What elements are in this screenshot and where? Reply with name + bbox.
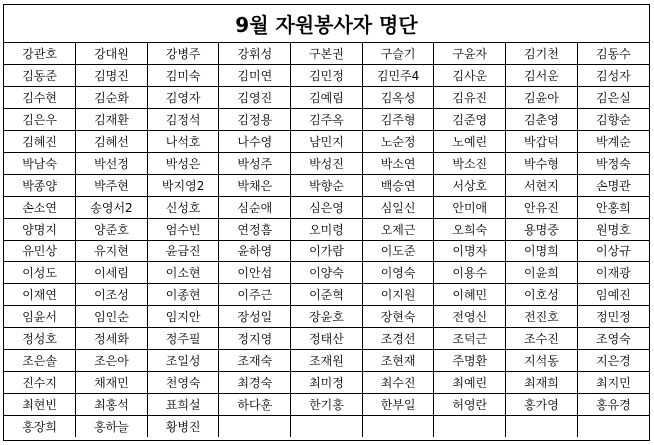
name-cell[interactable]: 용명중 [506, 218, 578, 240]
name-cell[interactable]: 박성은 [147, 152, 219, 174]
name-cell[interactable]: 장성일 [219, 306, 291, 328]
name-cell[interactable]: 김재환 [76, 109, 148, 131]
name-cell[interactable]: 김옥성 [362, 87, 434, 109]
name-cell[interactable]: 홍가영 [506, 393, 578, 415]
name-cell[interactable]: 조재숙 [219, 349, 291, 371]
name-cell[interactable]: 이호성 [506, 284, 578, 306]
table-row [4, 109, 649, 131]
name-cell[interactable]: 오희숙 [434, 218, 506, 240]
name-cell[interactable]: 정세화 [76, 328, 148, 350]
name-cell[interactable]: 김은실 [577, 87, 649, 109]
name-cell[interactable]: 이양숙 [291, 262, 363, 284]
name-cell[interactable]: 최현빈 [4, 393, 76, 415]
name-cell[interactable]: 조은아 [76, 349, 148, 371]
name-cell[interactable]: 김영진 [219, 87, 291, 109]
name-cell[interactable]: 진수지 [4, 371, 76, 393]
name-cell[interactable]: 박성진 [291, 152, 363, 174]
table-row [4, 174, 649, 196]
name-cell[interactable]: 박정숙 [577, 152, 649, 174]
name-cell[interactable]: 최경숙 [219, 371, 291, 393]
name-cell[interactable]: 김향순 [577, 109, 649, 131]
name-cell[interactable]: 박주현 [76, 174, 148, 196]
name-cell[interactable]: 최재희 [506, 371, 578, 393]
name-cell[interactable]: 채재민 [76, 371, 148, 393]
name-cell[interactable]: 홍하늘 [76, 415, 148, 437]
name-cell[interactable]: 임지안 [147, 306, 219, 328]
name-cell[interactable]: 서상호 [434, 174, 506, 196]
name-cell[interactable]: 엄수빈 [147, 218, 219, 240]
name-cell[interactable]: 김민정 [291, 65, 363, 87]
names-table [4, 43, 649, 437]
name-cell[interactable]: 임인순 [76, 306, 148, 328]
name-cell[interactable]: 최예린 [434, 371, 506, 393]
name-cell[interactable]: 김혜선 [76, 131, 148, 153]
volunteer-list-sheet [3, 4, 650, 441]
name-cell[interactable]: 이준혁 [291, 284, 363, 306]
name-cell[interactable]: 김서운 [506, 65, 578, 87]
name-cell[interactable]: 강관호 [4, 43, 76, 65]
name-cell[interactable]: 박수형 [506, 152, 578, 174]
name-cell[interactable]: 박계순 [577, 131, 649, 153]
name-cell[interactable]: 안유진 [506, 196, 578, 218]
name-cell[interactable]: 백승연 [362, 174, 434, 196]
name-cell[interactable]: 조덕근 [434, 328, 506, 350]
name-cell[interactable]: 김동수 [577, 43, 649, 65]
name-cell[interactable]: 심은영 [291, 196, 363, 218]
name-cell[interactable]: 김유진 [434, 87, 506, 109]
name-cell[interactable]: 연정흠 [219, 218, 291, 240]
name-cell[interactable]: 이도준 [362, 240, 434, 262]
name-cell[interactable]: 양명지 [4, 218, 76, 240]
name-cell[interactable]: 허영란 [434, 393, 506, 415]
name-cell[interactable]: 양준호 [76, 218, 148, 240]
name-cell[interactable]: 이상규 [577, 240, 649, 262]
name-cell[interactable]: 장윤호 [291, 306, 363, 328]
name-cell[interactable] [577, 415, 649, 437]
name-cell[interactable]: 김예림 [291, 87, 363, 109]
name-cell[interactable]: 주명환 [434, 349, 506, 371]
sheet-title: 9월 자원봉사자 명단 [4, 5, 649, 43]
name-cell[interactable]: 김주옥 [291, 109, 363, 131]
table-row [4, 393, 649, 415]
name-cell[interactable]: 박성주 [219, 152, 291, 174]
name-cell[interactable]: 김미숙 [147, 65, 219, 87]
name-cell[interactable]: 심일신 [362, 196, 434, 218]
name-cell[interactable]: 이안섭 [219, 262, 291, 284]
table-row [4, 218, 649, 240]
name-cell[interactable]: 이혜민 [434, 284, 506, 306]
name-cell[interactable]: 하다훈 [219, 393, 291, 415]
names-table-body [4, 43, 649, 437]
name-cell[interactable]: 정지영 [219, 328, 291, 350]
name-cell[interactable]: 윤금진 [147, 240, 219, 262]
name-cell[interactable]: 윤하영 [219, 240, 291, 262]
name-cell[interactable]: 남민지 [291, 131, 363, 153]
name-cell[interactable]: 조현재 [362, 349, 434, 371]
name-cell[interactable]: 안미애 [434, 196, 506, 218]
name-cell[interactable]: 김춘영 [506, 109, 578, 131]
name-cell[interactable]: 이명희 [506, 240, 578, 262]
name-cell[interactable]: 전진호 [506, 306, 578, 328]
table-row [4, 328, 649, 350]
name-cell[interactable]: 박소연 [362, 152, 434, 174]
name-cell[interactable]: 김은우 [4, 109, 76, 131]
name-cell[interactable]: 오미령 [291, 218, 363, 240]
name-cell[interactable]: 이용수 [434, 262, 506, 284]
table-row [4, 371, 649, 393]
name-cell[interactable]: 박남숙 [4, 152, 76, 174]
table-row [4, 284, 649, 306]
name-cell[interactable] [291, 415, 363, 437]
name-cell[interactable] [362, 415, 434, 437]
name-cell[interactable]: 김영자 [147, 87, 219, 109]
name-cell[interactable]: 홍장희 [4, 415, 76, 437]
name-cell[interactable]: 노예린 [434, 131, 506, 153]
name-cell[interactable]: 서현지 [506, 174, 578, 196]
name-cell[interactable]: 이명자 [434, 240, 506, 262]
name-cell[interactable]: 강대원 [76, 43, 148, 65]
name-cell[interactable]: 김기천 [506, 43, 578, 65]
name-cell[interactable]: 유지현 [76, 240, 148, 262]
name-cell[interactable]: 김순화 [76, 87, 148, 109]
name-cell[interactable]: 최지민 [577, 371, 649, 393]
name-cell[interactable]: 이지원 [362, 284, 434, 306]
table-row [4, 87, 649, 109]
name-cell[interactable]: 김정용 [219, 109, 291, 131]
name-cell[interactable]: 이재광 [577, 262, 649, 284]
name-cell[interactable]: 김사운 [434, 65, 506, 87]
name-cell[interactable]: 홍유경 [577, 393, 649, 415]
table-row [4, 262, 649, 284]
name-cell[interactable]: 이소현 [147, 262, 219, 284]
name-cell[interactable]: 김성자 [577, 65, 649, 87]
name-cell[interactable]: 안홍희 [577, 196, 649, 218]
name-cell[interactable]: 정주필 [147, 328, 219, 350]
name-cell[interactable]: 이성도 [4, 262, 76, 284]
name-cell[interactable]: 강휘성 [219, 43, 291, 65]
name-cell[interactable]: 최수진 [362, 371, 434, 393]
name-cell[interactable]: 강병주 [147, 43, 219, 65]
name-cell[interactable]: 이가람 [291, 240, 363, 262]
name-cell[interactable]: 원명호 [577, 218, 649, 240]
name-cell[interactable]: 정민정 [577, 306, 649, 328]
name-cell[interactable]: 천영숙 [147, 371, 219, 393]
table-row [4, 415, 649, 437]
name-cell[interactable]: 황병진 [147, 415, 219, 437]
name-cell[interactable]: 조재원 [291, 349, 363, 371]
table-row [4, 306, 649, 328]
name-cell[interactable]: 송영서2 [76, 196, 148, 218]
name-cell[interactable]: 손명관 [577, 174, 649, 196]
name-cell[interactable]: 이재연 [4, 284, 76, 306]
name-cell[interactable]: 지석동 [506, 349, 578, 371]
name-cell[interactable]: 김정석 [147, 109, 219, 131]
name-cell[interactable]: 전영신 [434, 306, 506, 328]
name-cell[interactable]: 조수진 [506, 328, 578, 350]
name-cell[interactable]: 박지영2 [147, 174, 219, 196]
name-cell[interactable]: 구윤자 [434, 43, 506, 65]
name-cell[interactable]: 이종현 [147, 284, 219, 306]
name-cell[interactable]: 이영숙 [362, 262, 434, 284]
name-cell[interactable]: 최미정 [291, 371, 363, 393]
table-row [4, 240, 649, 262]
name-cell[interactable] [434, 415, 506, 437]
name-cell[interactable]: 조은솔 [4, 349, 76, 371]
name-cell[interactable]: 조영숙 [577, 328, 649, 350]
table-row [4, 152, 649, 174]
table-row [4, 131, 649, 153]
name-cell[interactable]: 최홍석 [76, 393, 148, 415]
table-row [4, 43, 649, 65]
name-cell[interactable]: 이주근 [219, 284, 291, 306]
name-cell[interactable]: 박소진 [434, 152, 506, 174]
name-cell[interactable] [506, 415, 578, 437]
name-cell[interactable]: 임윤서 [4, 306, 76, 328]
table-row [4, 196, 649, 218]
name-cell[interactable]: 박종양 [4, 174, 76, 196]
name-cell[interactable]: 김미연 [219, 65, 291, 87]
name-cell[interactable]: 손소연 [4, 196, 76, 218]
name-cell[interactable]: 유민상 [4, 240, 76, 262]
name-cell[interactable]: 노순정 [362, 131, 434, 153]
name-cell[interactable]: 김수현 [4, 87, 76, 109]
name-cell[interactable]: 한기홍 [291, 393, 363, 415]
name-cell[interactable]: 정태산 [291, 328, 363, 350]
name-cell[interactable]: 지은경 [577, 349, 649, 371]
name-cell[interactable]: 한부일 [362, 393, 434, 415]
name-cell[interactable]: 조일성 [147, 349, 219, 371]
name-cell[interactable]: 김동준 [4, 65, 76, 87]
name-cell[interactable]: 김윤아 [506, 87, 578, 109]
table-row [4, 65, 649, 87]
name-cell[interactable]: 이조성 [76, 284, 148, 306]
name-cell[interactable]: 박갑덕 [506, 131, 578, 153]
name-cell[interactable]: 박향순 [291, 174, 363, 196]
name-cell[interactable]: 김혜진 [4, 131, 76, 153]
name-cell[interactable]: 나석호 [147, 131, 219, 153]
name-cell[interactable]: 임예진 [577, 284, 649, 306]
name-cell[interactable]: 조경선 [362, 328, 434, 350]
name-cell[interactable]: 구본권 [291, 43, 363, 65]
name-cell[interactable]: 표희설 [147, 393, 219, 415]
name-cell[interactable]: 김명진 [76, 65, 148, 87]
name-cell[interactable]: 정성호 [4, 328, 76, 350]
name-cell[interactable]: 이세림 [76, 262, 148, 284]
name-cell[interactable] [219, 415, 291, 437]
name-cell[interactable]: 김준영 [434, 109, 506, 131]
name-cell[interactable]: 신성호 [147, 196, 219, 218]
name-cell[interactable]: 나수영 [219, 131, 291, 153]
name-cell[interactable]: 박채은 [219, 174, 291, 196]
name-cell[interactable]: 장현숙 [362, 306, 434, 328]
name-cell[interactable]: 구슬기 [362, 43, 434, 65]
name-cell[interactable]: 김주형 [362, 109, 434, 131]
name-cell[interactable]: 김민주4 [362, 65, 434, 87]
name-cell[interactable]: 오제근 [362, 218, 434, 240]
name-cell[interactable]: 이윤희 [506, 262, 578, 284]
table-row [4, 349, 649, 371]
name-cell[interactable]: 심순애 [219, 196, 291, 218]
name-cell[interactable]: 박선정 [76, 152, 148, 174]
